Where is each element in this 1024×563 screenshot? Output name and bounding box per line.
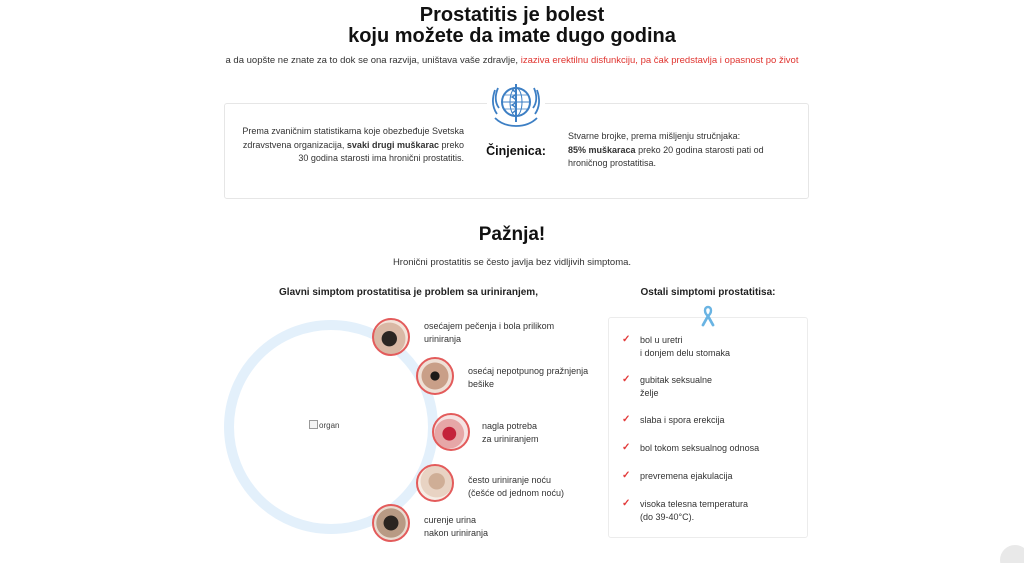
fact-left-text-2: preko 30 godina starosti ima hronični prostatitis. [298, 139, 464, 163]
symptom-photo-bladder [416, 357, 454, 395]
other-symptom-line: bol u uretri [640, 335, 683, 345]
check-icon: ✓ [622, 498, 631, 509]
check-icon: ✓ [622, 374, 631, 385]
subtitle-text: a da uopšte ne znate za to dok se ona razvija, uništava vaše zdravlje, [225, 55, 521, 66]
check-icon: ✓ [622, 470, 631, 481]
title-line-1: Prostatitis je bolest [419, 4, 605, 26]
fact-statistics-text [232, 125, 464, 166]
symptom-photo-leakage [372, 504, 410, 542]
symptom-item-burning [424, 320, 554, 345]
fact-expert-text [568, 130, 804, 171]
attention-subtitle: Hronični prostatitis se često javlja bez vidljivih simptoma. [392, 257, 632, 268]
other-symptom-line: slaba i spora erekcija [640, 415, 725, 425]
symptom-photo-urgency [432, 413, 470, 451]
other-symptom-line: želje [640, 387, 659, 398]
who-emblem-icon [487, 78, 545, 130]
check-icon: ✓ [622, 414, 631, 425]
fact-right-text-1: Stvarne brojke, prema mišljenju stručnjaka: [568, 131, 741, 141]
other-symptom-item [622, 334, 807, 359]
symptom-item-urgency [482, 420, 539, 445]
symptom-line: nakon uriniranja [424, 527, 489, 538]
awareness-ribbon-icon [700, 305, 716, 327]
symptom-line: uriniranja [424, 333, 462, 344]
organ-image-placeholder [309, 420, 339, 430]
fact-right-text-2: preko 20 godina starosti pati od hroničnog prostatitisa. [568, 144, 764, 168]
other-symptom-item [622, 414, 807, 427]
check-icon: ✓ [622, 442, 631, 453]
fact-left-text-1: Prema zvaničnim statistikama koje obezbeđuje Svetska zdravstvena organizacija, [242, 126, 464, 150]
subtitle-warning: izaziva erektilnu disfunkciju, pa čak predstavlja i opasnost po život [520, 55, 799, 66]
main-symptom-heading: Glavni simptom prostatitisa je problem sa uriniranjem, [279, 287, 538, 298]
symptom-line: (češće od jednom noću) [468, 487, 565, 498]
organ-image-alt: organ [319, 421, 340, 430]
other-symptom-item [622, 498, 807, 523]
other-symptom-line: i donjem delu stomaka [640, 347, 731, 358]
other-symptom-line: bol tokom seksualnog odnosa [640, 443, 760, 453]
other-symptom-line: prevremena ejakulacija [640, 471, 733, 481]
other-symptom-line: visoka telesna temperatura [640, 499, 749, 509]
other-symptom-line: gubitak seksualne [640, 375, 713, 385]
symptom-item-leakage [424, 514, 488, 539]
symptom-photo-night [416, 464, 454, 502]
scroll-corner-widget[interactable] [1000, 545, 1024, 563]
fact-right-bold: 85% muškaraca [568, 144, 636, 155]
symptom-line: često uriniranje noću [468, 475, 552, 485]
symptom-line: nagla potreba [482, 421, 538, 431]
fact-left-bold: svaki drugi muškarac [346, 139, 439, 150]
other-symptoms-heading: Ostali simptomi prostatitisa: [640, 287, 776, 298]
symptom-item-night [468, 474, 564, 499]
symptom-line: curenje urina [424, 515, 477, 525]
other-symptom-line: (do 39-40°C). [640, 511, 695, 522]
symptom-line: bešike [468, 378, 495, 389]
broken-image-icon [309, 420, 318, 429]
other-symptom-item [622, 374, 807, 399]
symptom-line: za uriniranjem [482, 433, 539, 444]
page-title [0, 5, 1024, 47]
check-icon: ✓ [622, 334, 631, 345]
symptom-line: osećajem pečenja i bola prilikom [424, 321, 555, 331]
page-subtitle [0, 55, 1024, 66]
symptom-photo-burning [372, 318, 410, 356]
title-line-2: koju možete da imate dugo godina [348, 25, 676, 47]
fact-label: Činjenica: [486, 144, 546, 158]
symptom-line: osećaj nepotpunog pražnjenja [468, 366, 589, 376]
attention-heading: Pažnja! [478, 224, 546, 245]
symptom-item-bladder [468, 365, 588, 390]
other-symptom-item [622, 470, 807, 483]
other-symptom-item [622, 442, 807, 455]
